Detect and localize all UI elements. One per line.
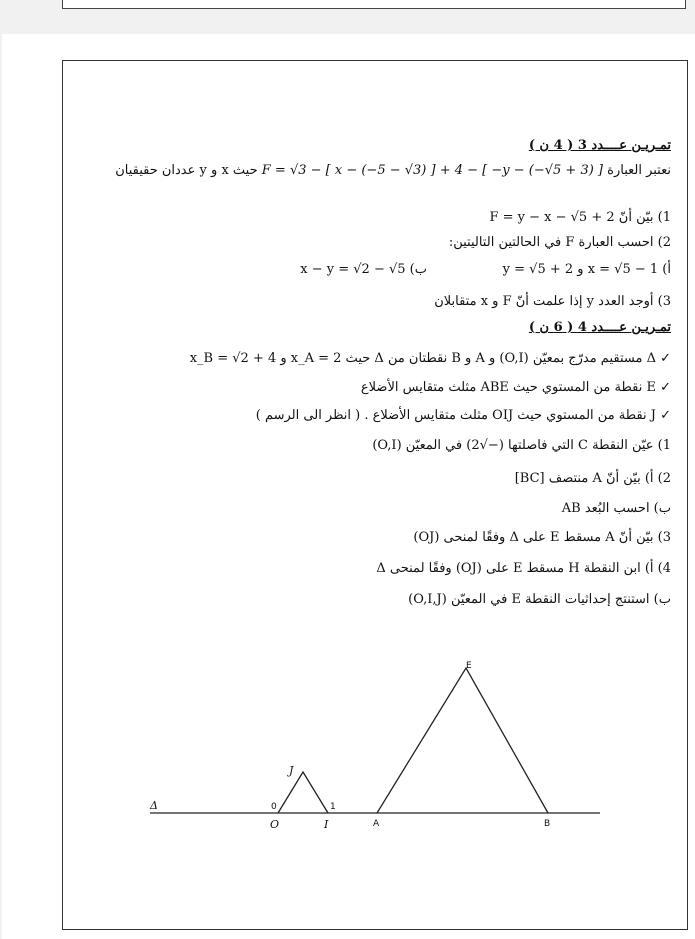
- exercise-4-title: تمـريـن عــــدد 4 ( 6 ن ): [528, 320, 671, 335]
- exercise-3-q2a: أ) x = √5 − 1 و y = √5 + 2: [502, 262, 671, 277]
- label-B: B: [544, 819, 551, 829]
- exercise-4-bullet-2: ✓ E نقطة من المستوي حيث ABE مثلث متقايس الأضلاع: [360, 380, 671, 395]
- exercise-4-q2b: ب) احسب البُعد AB: [561, 501, 671, 516]
- exercise-3-title: تمـريـن عــــدد 3 ( 4 ن ): [528, 138, 671, 153]
- exercise-4-q4b: ب) استنتج إحداثيات النقطة E في المعيّن (O,I,J): [408, 592, 671, 607]
- exercise-3-q2b: ب) x − y = √2 − √5: [300, 262, 427, 277]
- label-I-upper: 1: [330, 802, 336, 812]
- triangle-ABE: [377, 668, 548, 813]
- statement-end: حيث x و y عددان حقيقيان: [115, 163, 258, 178]
- label-O-lower: O: [270, 818, 280, 831]
- exercise-4-bullet-3: ✓ J نقطة من المستوي حيث OIJ مثلث متقايس الأضلاع . ( انظر الى الرسم ): [255, 408, 671, 423]
- statement-intro: نعتبر العبارة: [607, 163, 671, 178]
- label-O-upper: 0: [271, 802, 277, 812]
- label-I-lower: I: [324, 818, 329, 831]
- exercise-4-q2a: 2) أ) بيّن أنّ A منتصف [BC]: [514, 471, 671, 486]
- label-E: E: [466, 661, 472, 671]
- triangle-OIJ: [278, 772, 328, 813]
- label-A: A: [373, 819, 380, 829]
- exercise-4-bullet-1: ✓ Δ مستقيم مدرّج بمعيّن (O,I) و A و B نقطتان من Δ حيث x_A = 2 و x_B = √2 + 4: [189, 351, 671, 366]
- exercise-4-q1: 1) عيّن النقطة C التي فاصلتها (−√2) في المعيّن (O,I): [372, 438, 671, 453]
- exercise-3-q3: 3) أوجد العدد y إذا علمت أنّ F و x متقابلان: [434, 294, 671, 309]
- label-delta: Δ: [150, 799, 158, 812]
- exercise-4-q4a: 4) أ) ابن النقطة H مسقط E على (OJ) وفقًا لمنحى Δ: [376, 561, 671, 576]
- exercise-3-q2: 2) احسب العبارة F في الحالتين التاليتين:: [448, 235, 671, 250]
- exercise-4-q3: 3) بيّن أنّ A مسقط E على Δ وفقًا لمنحى (OJ): [413, 530, 671, 545]
- exercise-3-q1: 1) بيّن أنّ F = y − x − √5 + 2: [489, 210, 671, 225]
- expression-F: F = √3 − [ x − (−5 − √3) ] + 4 − [ −y − (−√5 + 3) ]: [261, 163, 603, 178]
- label-J: J: [289, 764, 294, 777]
